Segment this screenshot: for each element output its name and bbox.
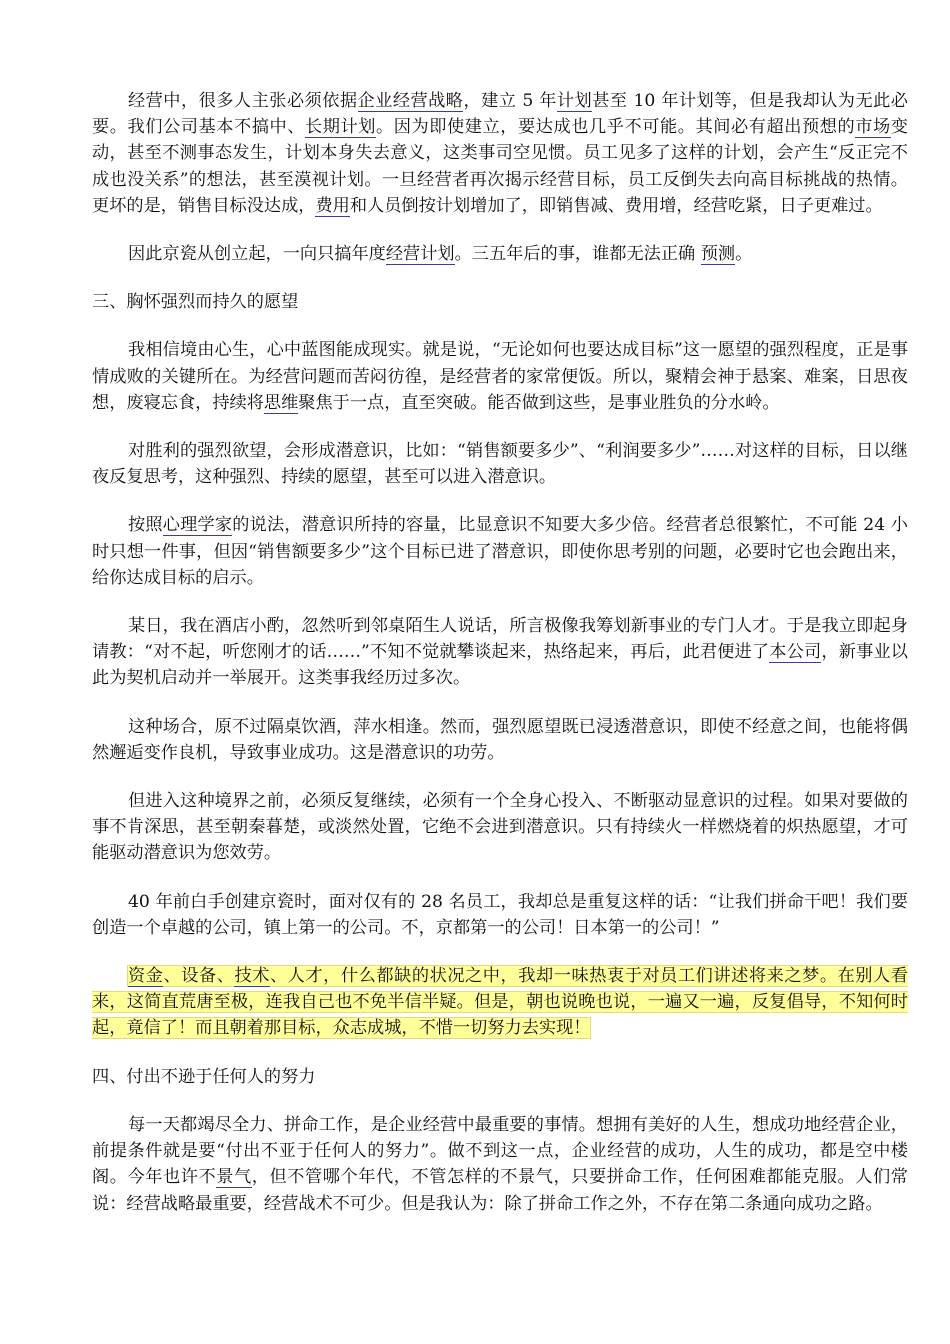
keyword-link[interactable]: 经营计划 xyxy=(385,244,455,265)
paragraph xyxy=(92,788,908,867)
text-run: 三、胸怀强烈而持久的愿望 xyxy=(92,292,299,313)
text-run: 每一天都竭尽全力、拼命工作，是企业经营中最重要的事情。想拥有美好的人生，想成功地经营企业，前提条件就是要“付出不亚于任何人的努力”。做不到这一点，企业经营的成功，人生的成功，都是空中楼阁。今年也许不 xyxy=(92,1114,908,1188)
text-run: 甚至 10 年计划等，但是我却认为无此必要。我们公司基本不搞中、 xyxy=(92,91,908,138)
highlighted-text xyxy=(92,966,908,1038)
paragraph xyxy=(92,512,908,591)
keyword-link[interactable]: 资金 xyxy=(128,966,164,987)
text-run: 的说法，潜意识所持的容量，比显意识不知要大多少倍。经营者总很繁忙，不可能 24 小时只想一件事，但因“销售额要多少”这个目标已进了潜意识，即使你思考别的问题，必要时它也会跑出来，给你达成目标的启示。 xyxy=(92,515,908,588)
text-run: 因此京瓷从创立起，一向只搞年度 xyxy=(128,244,386,265)
keyword-link[interactable]: 思维 xyxy=(263,392,299,413)
text-run: 。三五年后的事，谁都无法正确 xyxy=(454,244,701,265)
text-run: 。因为即使建立，要达成也几乎不可能。其间必有超出预想的 xyxy=(376,117,856,138)
text-run: 变动，甚至不测事态发生，计划本身失去意义，这类事司空见惯。员工见多了这样的计划，会产生“反正完不成也没关系”的想法，甚至漠视计划。一旦经营者再次揭示经营目标，员工反倒失去向高目标挑战的热情。更坏的是，销售目标没达成， xyxy=(92,117,908,216)
keyword-link[interactable]: 企业经营战略 xyxy=(357,91,464,111)
text-run: 、设备、 xyxy=(163,966,235,987)
text-run: 和人员倒按计划增加了，即销售减、费用增，经营吃紧，日子更难过。 xyxy=(349,195,883,216)
paragraph xyxy=(92,963,908,1042)
text-run: 聚焦于一点，直至突破。能否做到这些，是事业胜负的分水岭。 xyxy=(298,392,780,413)
text-run: 40 年前白手创建京瓷时，面对仅有的 28 名员工，我却总是重复这样的话：“让我们拼命干吧！我们要创造一个卓越的公司，镇上第一的公司。不，京都第一的公司！日本第一的公司！” xyxy=(92,891,908,938)
text-run: 经营中，很多人主张必须依据 xyxy=(128,91,358,111)
text-run: ，新事业以此为契机启动并一举展开。这类事我经历过多次。 xyxy=(92,642,908,689)
text-run: 我相信境由心生，心中蓝图能成现实。就是说，“无论如何也要达成目标”这一愿望的强烈程度，正是事情成败的关键所在。为经营问题而苦闷彷徨，是经营者的家常便饭。所以，聚精会神于悬案、难案，日思夜想，废寝忘食，持续将 xyxy=(92,340,908,413)
paragraph xyxy=(92,889,908,941)
document-body xyxy=(92,88,908,1239)
text-run: 。 xyxy=(735,244,753,265)
keyword-link[interactable]: 心理学家 xyxy=(162,515,233,536)
section-heading xyxy=(92,289,908,315)
paragraph xyxy=(92,1112,908,1217)
paragraph xyxy=(92,241,908,267)
text-run: ，但不管哪个年代，不管怎样的不景气，只要拼命工作，任何困难都能克服。人们常说：经营战略最重要，经营战术不可少。但是我认为：除了拼命工作之外，不存在第二条通向成功之路。 xyxy=(92,1167,908,1214)
text-run: 四、付出不逊于任何人的努力 xyxy=(92,1066,316,1087)
paragraph xyxy=(92,438,908,490)
text-run: 按照 xyxy=(128,515,163,536)
keyword-link[interactable]: 费用 xyxy=(315,195,350,216)
keyword-link[interactable]: 市场 xyxy=(855,117,891,138)
text-run: 这种场合，原不过隔桌饮酒，萍水相逢。然而，强烈愿望既已浸透潜意识，即使不经意之间，也能将偶然邂逅变作良机，导致事业成功。这是潜意识的功劳。 xyxy=(92,716,908,763)
keyword-link[interactable]: 景气 xyxy=(216,1167,252,1188)
text-run: 、人才，什么都缺的状况之中，我却一味热衷于对员工们讲述将来之梦。在别人看来，这简直荒唐至极，连我自己也不免半信半疑。但是，朝也说晚也说，一遍又一遍，反复倡导，不知何时起，竟信了！而且朝着那目标，众志成城，不惜一切努力去实现！ xyxy=(92,966,908,1039)
keyword-link[interactable]: 预测 xyxy=(700,244,736,265)
paragraph xyxy=(92,337,908,416)
paragraph xyxy=(92,714,908,766)
keyword-link[interactable]: 长期计划 xyxy=(305,117,376,138)
paragraph xyxy=(92,88,908,219)
keyword-link[interactable]: 计划 xyxy=(556,91,593,111)
paragraph xyxy=(92,613,908,692)
keyword-link[interactable]: 技术 xyxy=(234,966,270,987)
text-run: 某日，我在酒店小酌，忽然听到邻桌陌生人说话，所言极像我筹划新事业的专门人才。于是我立即起身请教：“对不起，听您刚才的话……”不知不觉就攀谈起来，热络起来，再后，此君便进了 xyxy=(92,616,908,663)
text-run: ，建立 5 年 xyxy=(463,91,557,111)
text-run: 但进入这种境界之前，必须反复继续，必须有一个全身心投入、不断驱动显意识的过程。如果对要做的事不肯深思，甚至朝秦暮楚，或淡然处置，它绝不会进到潜意识。只有持续火一样燃烧着的炽热愿望，才可能驱动潜意识为您效劳。 xyxy=(92,791,908,864)
section-heading xyxy=(92,1064,908,1090)
keyword-link[interactable]: 本公司 xyxy=(769,642,822,663)
text-run: 对胜利的强烈欲望，会形成潜意识，比如：“销售额要多少”、“利润要多少”……对这样的目标，日以继夜反复思考，这种强烈、持续的愿望，甚至可以进入潜意识。 xyxy=(92,441,908,488)
